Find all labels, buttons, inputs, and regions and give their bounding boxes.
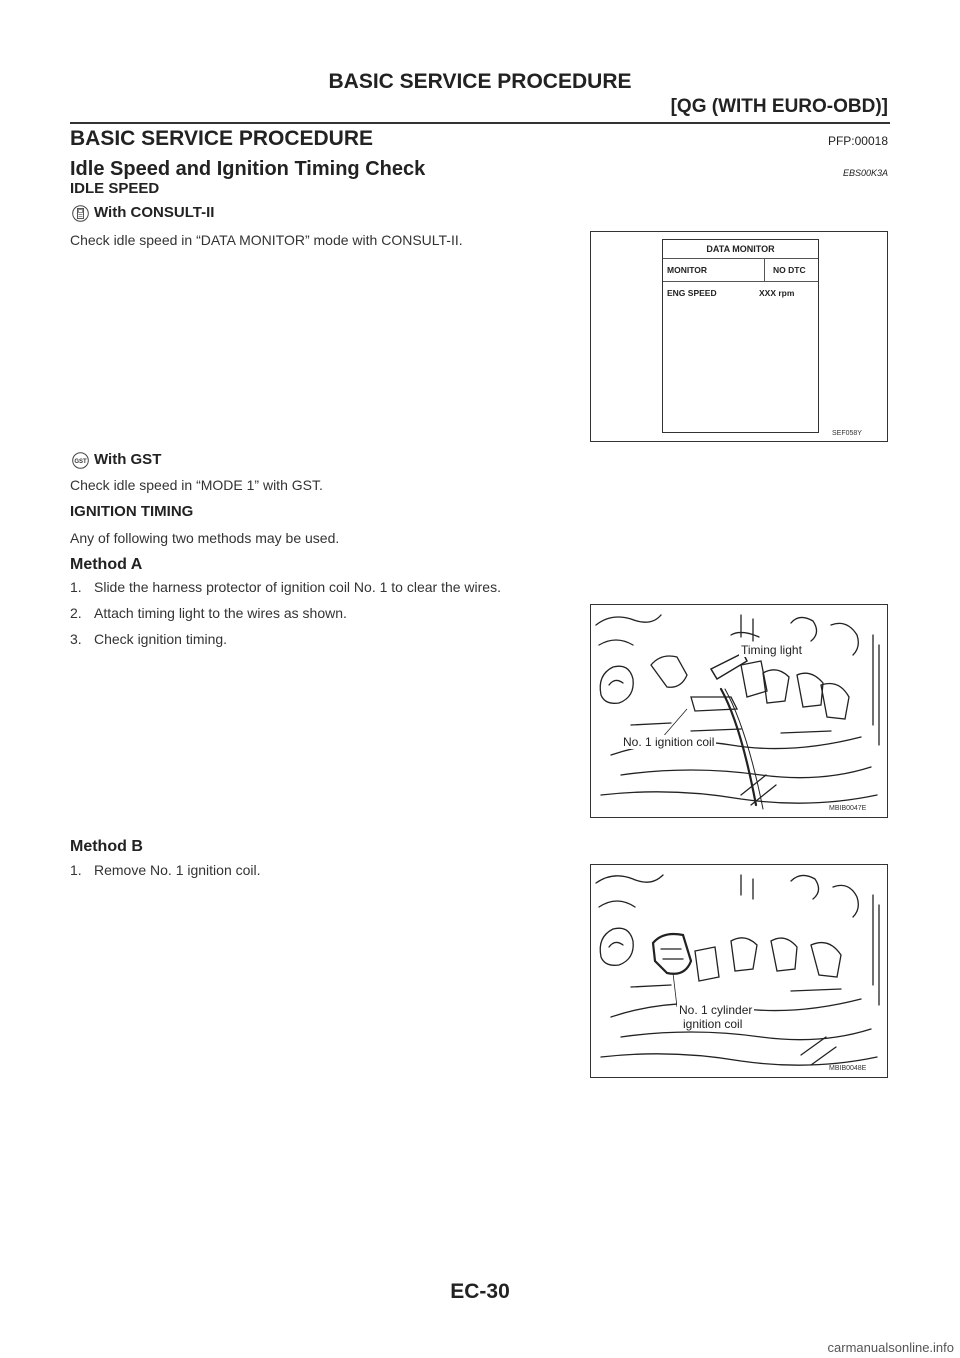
ignition-coil-figure (590, 864, 888, 1078)
no-dtc-label: NO DTC (773, 265, 806, 275)
figure1-code: SEF058Y (832, 430, 862, 437)
eng-speed-row (663, 282, 818, 302)
svg-text:GST: GST (74, 458, 87, 465)
consult-heading: With CONSULT-II (94, 204, 215, 221)
page-number: EC-30 (450, 1280, 510, 1303)
subsection-code: EBS00K3A (842, 168, 888, 178)
timing-light-callout: Timing light (741, 643, 802, 657)
data-monitor-column-header (663, 259, 818, 282)
data-monitor-title: DATA MONITOR (663, 240, 818, 259)
idle-speed-heading: IDLE SPEED (70, 180, 160, 197)
method-a-step-1: 1. Slide the harness protector of ignition coil No. 1 to clear the wires. (70, 579, 501, 595)
method-a-step-3: 3. Check ignition timing. (70, 631, 228, 647)
ignition-timing-text: Any of following two methods may be used. (70, 530, 340, 546)
ignition-timing-heading: IGNITION TIMING (70, 503, 194, 520)
cylinder-coil-callout (677, 1003, 754, 1031)
cylinder-coil-callout-line2: ignition coil (683, 1017, 743, 1031)
column-divider (764, 259, 765, 281)
method-b-step-1: 1. Remove No. 1 ignition coil. (70, 862, 261, 878)
running-header-title: BASIC SERVICE PROCEDURE (328, 70, 632, 93)
method-a-step-2: 2. Attach timing light to the wires as shown. (70, 605, 347, 621)
watermark: carmanualsonline.info (827, 1340, 954, 1355)
method-a-heading: Method A (70, 556, 143, 573)
header-rule (70, 122, 890, 124)
monitor-column-label: MONITOR (667, 265, 707, 275)
gst-heading: With GST (94, 451, 162, 468)
cylinder-coil-callout-line1: No. 1 cylinder (679, 1003, 753, 1017)
consult-icon (72, 205, 89, 227)
section-title: BASIC SERVICE PROCEDURE (70, 127, 374, 150)
subsection-title: Idle Speed and Ignition Timing Check (70, 158, 426, 180)
gst-text: Check idle speed in “MODE 1” with GST. (70, 477, 323, 493)
eng-speed-label: ENG SPEED (667, 288, 717, 298)
figure3-code: MBIB0048E (829, 1065, 867, 1072)
eng-speed-value: XXX rpm (759, 288, 795, 298)
engine-coil-illustration (591, 865, 887, 1077)
running-header-subtitle: [QG (WITH EURO-OBD)] (670, 96, 888, 117)
ignition-coil-callout: No. 1 ignition coil (623, 735, 715, 749)
timing-light-figure (590, 604, 888, 818)
engine-timing-light-illustration (591, 605, 887, 817)
method-b-heading: Method B (70, 838, 143, 855)
gst-icon (72, 452, 89, 474)
data-monitor-screen (662, 239, 819, 433)
section-code: PFP:00018 (827, 134, 888, 148)
consult-text: Check idle speed in “DATA MONITOR” mode with CONSULT-II. (70, 232, 463, 248)
figure2-code: MBIB0047E (829, 805, 867, 812)
data-monitor-figure (590, 231, 888, 442)
